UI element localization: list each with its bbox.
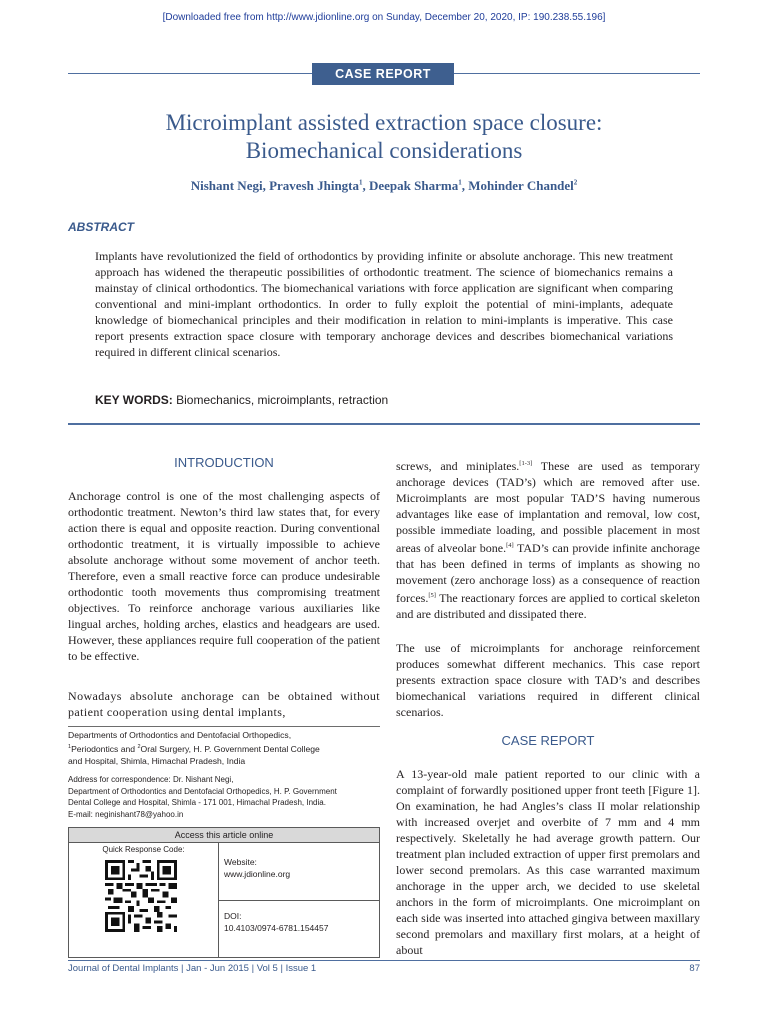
doi-label: DOI: <box>224 911 242 921</box>
correspondence-address: Address for correspondence: Dr. Nishant Negi, Department of Orthodontics and Dentofacial Orthopedics, H. P. Government Dental College and Hospital, Shimla - 171 001, Himachal Pradesh, India. E-mail: neginishant78@yahoo.in <box>68 774 386 820</box>
author-name: Deepak Sharma <box>369 178 459 193</box>
keywords-label: KEY WORDS: <box>95 393 173 407</box>
abstract-heading: ABSTRACT <box>68 220 134 234</box>
correspondence-label: Address for correspondence: <box>68 775 171 784</box>
intro-paragraph-1: Anchorage control is one of the most challenging aspects of orthodontic treatment. Newton’s third law states that, for every action there is equal and opposite reaction. During conventional orthodontic treatment, it is virtually impossible to achieve absolute anchorage without some movement of anchor teeth. Therefore, even a small reactive force can produce undesirable orthodontic tooth movements thus compromising treatment objectives. To reinforce anchorage various auxiliaries like lingual arches, holding arches, elastics and headgears are used. However, these appliances require full cooperation of the patient to be effective. <box>68 489 380 663</box>
qr-label: Quick Response Code: <box>102 845 185 854</box>
author-affil-sup: 1 <box>458 178 462 187</box>
title-line-2: Biomechanical considerations <box>245 138 523 163</box>
keywords-value: Biomechanics, microimplants, retraction <box>172 393 389 407</box>
author-affil-sup: 2 <box>573 178 578 187</box>
abstract-text: Implants have revolutionized the field of orthodontics by providing infinite or absolute anchorage. This new treatment approach has widened the therapeutic possibilities of orthodontic treatment. The science of biomechanics remains a mainstay of clinical orthodontics. The biomechanical variations with force application are significant when comparing conventional and mini-implant orthodontics. In order to fully exploit the potential of mini-implants, adequate knowledge of biomechanical principles and their modification in relation to mini-implants is imperative. This case report presents extraction space closure with temporary anchorage devices and describes biomechanical variations required in different clinical scenarios. <box>95 249 673 359</box>
author-list: Nishant Negi, Pravesh Jhingta$^1$, Deepak Sharma$^1$, Mohinder Chandel$^2$ <box>190 178 578 193</box>
website-label: Website: <box>224 857 257 867</box>
qr-code-icon[interactable] <box>105 860 177 932</box>
author-name: Nishant Negi <box>190 178 263 193</box>
intro-paragraph-2: Nowadays absolute anchorage can be obtained without patient cooperation using dental implants, <box>68 689 380 719</box>
keywords <box>95 393 388 407</box>
author-name: Pravesh Jhingta <box>269 178 359 193</box>
case-report-paragraph: A 13-year-old male patient reported to our clinic with a complaint of forwardly positioned upper front teeth [Figure 1]. On examination, he had Angles’s class II molar relationship with increased overjet and overbite of 7 mm and 4 mm respectively. Skeletally he had average growth pattern. Our treatment plan included extraction of upper first premolars and lower second premolars. As this case warranted maximum anchorage in the upper arch, we decided to use skeletal anchors in the form of microimplants. One microimplant on each side was inserted into attached gingiva between maxillary second premolars and maxillary first molars, at a height of about <box>396 767 700 957</box>
access-box-header: Access this article online <box>69 828 379 843</box>
website-link[interactable]: www.jdionline.org <box>224 869 291 879</box>
reference-link[interactable]: [4] <box>506 542 514 549</box>
author-affil-sup: 1 <box>359 178 363 187</box>
title-line-1: Microimplant assisted extraction space closure: <box>165 110 603 135</box>
right-paragraph-2: The use of microimplants for anchorage reinforcement produces somewhat different mechanics. This case report presents extraction space closure with TAD’s and describes biomechanical variations required in different clinical scenarios. <box>396 641 700 719</box>
doi-info <box>224 910 328 934</box>
introduction-heading: INTRODUCTION <box>174 455 274 470</box>
right-paragraph-1: screws, and miniplates.[1-3] These are used as temporary anchorage devices (TAD’s) which are removed after use. Microimplants are most popular TAD’S having numerous advantages like ease of implantation and removal, low cost, possible immediate loading, and possible placement in most areas of alveolar bone.[4] TAD’s can provide infinite anchorage that has been defined in terms of implants as showing no movement (zero anchorage loss) as a consequence of reaction forces.[5] The reactionary forces are applied to cortical skeleton and are distributed and dissipated there. <box>396 459 700 621</box>
abstract-rule <box>68 423 700 425</box>
access-box-divider <box>218 900 379 901</box>
correspondence-email: E-mail: neginishant78@yahoo.in <box>68 809 184 819</box>
article-title <box>90 109 678 165</box>
page-number: 87 <box>689 963 700 974</box>
affiliation-rule <box>68 726 380 727</box>
section-tag: CASE REPORT <box>312 63 454 85</box>
affiliations: Departments of Orthodontics and Dentofacial Orthopedics, $^1$Periodontics and $^2$Oral Surgery, H. P. Government Dental College and Hospital, Shimla, Himachal Pradesh, India <box>68 730 320 767</box>
reference-link[interactable]: [5] <box>428 592 436 599</box>
footer-rule <box>68 960 700 961</box>
download-banner: [Downloaded free from http://www.jdionline.org on Sunday, December 20, 2020, IP: 190.238.55.196] <box>162 12 606 23</box>
footer-journal-info: Journal of Dental Implants | Jan - Jun 2015 | Vol 5 | Issue 1 <box>68 963 317 974</box>
author-name: Mohinder Chandel <box>468 178 574 193</box>
doi-value[interactable]: 10.4103/0974-6781.154457 <box>224 923 329 933</box>
website-info <box>224 856 290 880</box>
reference-link[interactable]: [1-3] <box>519 460 533 467</box>
case-report-heading: CASE REPORT <box>501 733 595 748</box>
